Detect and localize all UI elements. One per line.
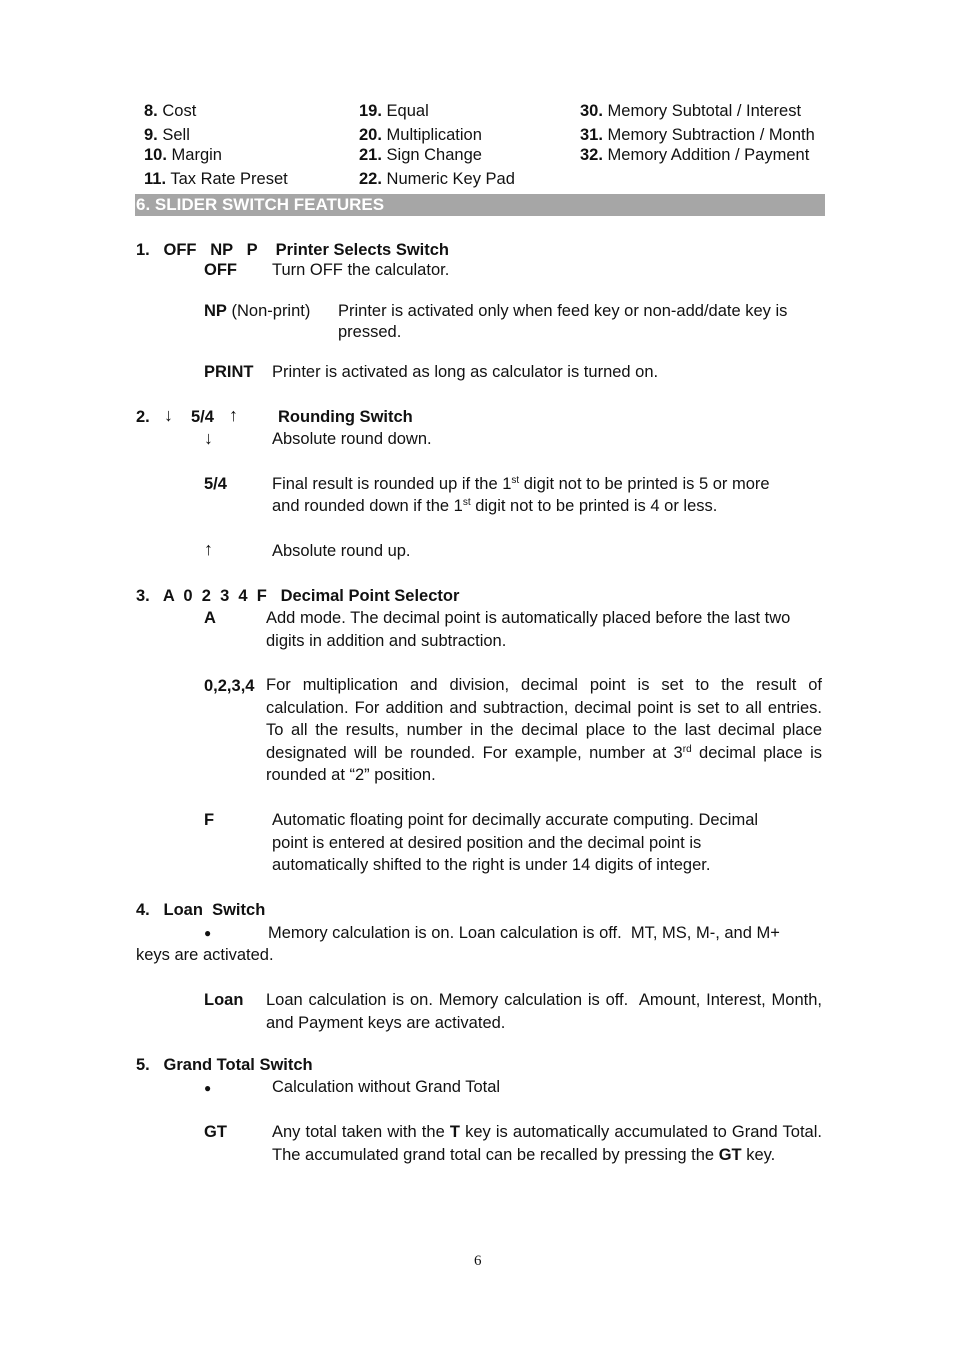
section-heading: 6. SLIDER SWITCH FEATURES xyxy=(135,194,825,216)
round-up-description: Absolute round up. xyxy=(272,542,411,560)
decimal-selector-heading: 3. A 0 2 3 4 F Decimal Point Selector xyxy=(136,587,460,605)
arrow-down-icon: ↓ xyxy=(204,428,213,448)
key-number: 31. xyxy=(580,126,603,144)
loan-switch-heading: 4. Loan Switch xyxy=(136,901,266,919)
key-item xyxy=(580,125,815,145)
a-description-line1: Add mode. The decimal point is automatically placed before the last two xyxy=(266,609,791,627)
bullet-icon: ● xyxy=(204,926,212,940)
off-term: OFF xyxy=(204,261,237,279)
key-label: Numeric Key Pad xyxy=(386,170,515,188)
key-number: 10. xyxy=(144,146,167,164)
key-item xyxy=(144,101,196,121)
loan-description: Loan calculation is on. Memory calculation is off. Amount, Interest, Month, and Payment keys are activated. xyxy=(266,991,827,1032)
page-number: 6 xyxy=(474,1253,482,1269)
a-description-line2: digits in addition and subtraction. xyxy=(266,632,507,650)
rounding-number: 2. xyxy=(136,408,150,426)
key-label: Cost xyxy=(162,102,197,120)
key-item xyxy=(144,125,190,145)
key-label: Sell xyxy=(162,126,190,144)
loan-bullet-description-line2: keys are activated. xyxy=(136,946,274,964)
print-description: Printer is activated as long as calculator is turned on. xyxy=(272,363,659,381)
rounding-half: 5/4 xyxy=(191,408,214,426)
gt-term: GT xyxy=(204,1123,227,1141)
gt-description: Any total taken with the T key is automatically accumulated to Grand Total. The accumulated grand total can be recalled by pressing the GT key. xyxy=(272,1123,822,1164)
printer-switch-heading: 1. OFF NP P Printer Selects Switch xyxy=(136,241,449,259)
key-item xyxy=(144,145,222,165)
key-label: Memory Addition / Payment xyxy=(607,146,810,164)
key-number: 20. xyxy=(359,126,382,144)
digits-description: For multiplication and division, decimal point is set to the result of calculation. For addition and subtraction, decimal point is set to all entries. To all the results, number in the decimal place to the last decimal place designated will be rounded. For example, number at 3rd decimal place is rounded at “2” position. xyxy=(266,676,822,784)
key-number: 9. xyxy=(144,126,158,144)
half-description-line2: and rounded down if the 1st digit not to be printed is 4 or less. xyxy=(272,497,718,515)
np-term xyxy=(204,301,310,321)
gt-bullet-description: Calculation without Grand Total xyxy=(272,1078,501,1096)
key-item xyxy=(359,145,482,165)
loan-term: Loan xyxy=(204,991,244,1009)
half-term: 5/4 xyxy=(204,475,227,493)
key-item xyxy=(144,169,288,189)
key-label: Tax Rate Preset xyxy=(170,170,288,188)
key-item xyxy=(359,169,515,189)
f-term: F xyxy=(204,811,215,829)
key-label: Memory Subtraction / Month xyxy=(607,126,815,144)
np-paren: (Non-print) xyxy=(226,302,311,320)
print-term: PRINT xyxy=(204,363,254,381)
rounding-switch-title: Rounding Switch xyxy=(278,408,413,426)
arrow-up-icon: ↑ xyxy=(229,405,238,425)
key-item xyxy=(359,125,482,145)
digits-term: 0,2,3,4 xyxy=(204,677,255,695)
key-number: 19. xyxy=(359,102,382,120)
loan-bullet-description-line1: Memory calculation is on. Loan calculation is off. MT, MS, M-, and M+ xyxy=(268,924,780,942)
round-down-description: Absolute round down. xyxy=(272,430,432,448)
np-description-line2: pressed. xyxy=(338,323,402,341)
key-label: Memory Subtotal / Interest xyxy=(607,102,802,120)
a-term: A xyxy=(204,609,216,627)
np-label: NP xyxy=(204,302,227,320)
key-number: 21. xyxy=(359,146,382,164)
key-label: Sign Change xyxy=(386,146,482,164)
key-label: Equal xyxy=(386,102,429,120)
key-label: Multiplication xyxy=(386,126,482,144)
key-item xyxy=(580,101,801,121)
arrow-down-icon: ↓ xyxy=(164,405,173,425)
f-description-line2: point is entered at desired position and the decimal point is xyxy=(272,834,702,852)
np-description-line1: Printer is activated only when feed key or non-add/date key is xyxy=(338,302,788,320)
bullet-icon: ● xyxy=(204,1081,212,1095)
key-number: 32. xyxy=(580,146,603,164)
f-description-line1: Automatic floating point for decimally accurate computing. Decimal xyxy=(272,811,759,829)
arrow-up-icon: ↑ xyxy=(204,539,213,559)
key-number: 8. xyxy=(144,102,158,120)
half-description-line1: Final result is rounded up if the 1st digit not to be printed is 5 or more xyxy=(272,475,770,493)
key-number: 30. xyxy=(580,102,603,120)
key-item xyxy=(359,101,429,121)
off-description: Turn OFF the calculator. xyxy=(272,261,450,279)
key-number: 22. xyxy=(359,170,382,188)
key-item xyxy=(580,145,809,165)
key-label: Margin xyxy=(171,146,222,164)
key-number: 11. xyxy=(144,170,167,188)
grand-total-heading: 5. Grand Total Switch xyxy=(136,1056,313,1074)
f-description-line3: automatically shifted to the right is under 14 digits of integer. xyxy=(272,856,711,874)
